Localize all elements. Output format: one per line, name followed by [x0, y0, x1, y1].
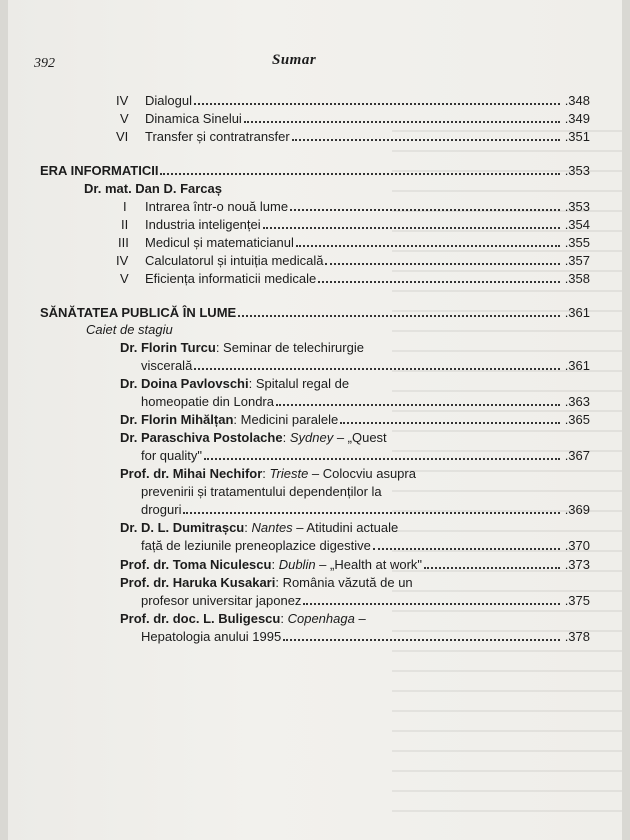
- toc-title: Transfer și contratransfer: [145, 129, 290, 144]
- toc-entry-cont[interactable]: [8, 483, 622, 501]
- toc-page: .349: [564, 111, 590, 126]
- running-title: Sumar: [272, 52, 317, 68]
- entry-title: : Medicini paralele: [233, 412, 339, 427]
- toc-entry[interactable]: Dr. Paraschiva Postolache: Sydney – „Quest: [120, 430, 387, 445]
- entry-author: Prof. dr. Toma Niculescu: [120, 557, 272, 572]
- entry-title-cont: homeopatie din Londra: [141, 394, 274, 409]
- toc-entry-cont[interactable]: [8, 628, 622, 646]
- entry-author: Dr. Doina Pavlovschi: [120, 376, 249, 391]
- toc-entry-cont[interactable]: [8, 592, 622, 610]
- toc-page: .351: [564, 129, 590, 144]
- entry-page: .361: [564, 358, 590, 373]
- entry-title: – Atitudini actuale: [292, 520, 399, 535]
- entry-author: Dr. D. L. Dumitrașcu: [120, 520, 245, 535]
- toc-title: Eficiența informaticii medicale: [145, 271, 317, 286]
- toc-row[interactable]: [8, 198, 622, 216]
- entry-title: – „Quest: [333, 430, 387, 445]
- section-subtitle-row: [8, 321, 622, 339]
- section-page: .353: [564, 163, 590, 178]
- toc-numeral: III: [118, 235, 129, 250]
- toc-numeral: V: [120, 111, 129, 126]
- entry-author: Dr. Paraschiva Postolache: [120, 430, 283, 445]
- entry-title-cont: prevenirii și tratamentului dependenților la: [141, 484, 382, 499]
- toc-entry[interactable]: Prof. dr. doc. L. Buligescu: Copenhaga –: [120, 611, 366, 626]
- toc-title: Calculatorul și intuiția medicală: [145, 253, 324, 268]
- entry-page: .367: [564, 448, 590, 463]
- toc-page: .355: [564, 235, 590, 250]
- entry-title: –: [354, 611, 366, 626]
- toc-row[interactable]: [8, 252, 622, 270]
- page-header: [8, 50, 622, 72]
- entry-title: – „Health at work": [315, 557, 423, 572]
- book-page: [8, 0, 622, 840]
- entry-place: Sydney: [289, 430, 334, 445]
- toc-numeral: IV: [116, 93, 129, 108]
- section-title: ERA INFORMATICII: [40, 163, 159, 178]
- entry-title-cont: profesor universitar japonez: [141, 593, 302, 608]
- entry-title-cont: Hepatologia anului 1995: [141, 629, 282, 644]
- entry-author: Prof. dr. Haruka Kusakari: [120, 575, 276, 590]
- toc-numeral: V: [120, 271, 129, 286]
- toc-entry[interactable]: Dr. D. L. Dumitrașcu: Nantes – Atitudini actuale: [120, 520, 399, 535]
- section-heading[interactable]: [8, 304, 622, 322]
- toc-row[interactable]: [8, 128, 622, 146]
- section-subtitle: Caiet de stagiu: [86, 322, 173, 337]
- entry-title: – Colocviu asupra: [308, 466, 416, 481]
- toc-entry[interactable]: [8, 574, 622, 592]
- entry-page: .363: [564, 394, 590, 409]
- entry-author: Prof. dr. doc. L. Buligescu: [120, 611, 281, 626]
- entry-place: Copenhaga: [287, 611, 355, 626]
- entry-page: .378: [564, 629, 590, 644]
- entry-title: : Seminar de telechirurgie: [215, 340, 364, 355]
- toc-numeral: VI: [116, 129, 129, 144]
- toc-numeral: IV: [116, 253, 129, 268]
- entry-page: .365: [564, 412, 590, 427]
- entry-title: : Spitalul regal de: [248, 376, 350, 391]
- section-author-row: [8, 180, 622, 198]
- entry-place: Trieste: [269, 466, 309, 481]
- toc-entry-cont[interactable]: [8, 447, 622, 465]
- toc-row[interactable]: [8, 216, 622, 234]
- toc-page: .358: [564, 271, 590, 286]
- entry-title-cont: viscerală: [141, 358, 193, 373]
- entry-title-cont: droguri: [141, 502, 182, 517]
- toc-entry-cont[interactable]: [8, 501, 622, 519]
- toc-entry[interactable]: [8, 411, 622, 429]
- toc-row[interactable]: [8, 110, 622, 128]
- section-author: Dr. mat. Dan D. Farcaș: [84, 181, 222, 196]
- toc-numeral: I: [123, 199, 127, 214]
- toc-page: .357: [564, 253, 590, 268]
- toc-entry-cont[interactable]: [8, 537, 622, 555]
- toc-row[interactable]: [8, 92, 622, 110]
- toc-entry[interactable]: [8, 375, 622, 393]
- section-title: SĂNĂTATEA PUBLICĂ ÎN LUME: [40, 305, 237, 320]
- toc-numeral: II: [121, 217, 129, 232]
- toc-title: Industria inteligenței: [145, 217, 261, 232]
- toc-page: .353: [564, 199, 590, 214]
- toc-entry[interactable]: Prof. dr. Mihai Nechifor: Trieste – Colocviu asupra: [120, 466, 416, 481]
- entry-author: Dr. Florin Mihălțan: [120, 412, 234, 427]
- entry-place: Dublin: [278, 557, 316, 572]
- toc-title: Dinamica Sinelui: [145, 111, 242, 126]
- toc-entry[interactable]: Prof. dr. Toma Niculescu: Dublin – „Health at work" .373: [120, 557, 590, 572]
- entry-title-cont: față de leziunile preneoplazice digestive: [141, 538, 371, 553]
- toc-row[interactable]: [8, 270, 622, 288]
- toc-page: .348: [564, 93, 590, 108]
- page-number: 392: [34, 56, 55, 71]
- toc-row[interactable]: [8, 234, 622, 252]
- section-page: .361: [564, 305, 590, 320]
- toc-entry[interactable]: [8, 339, 622, 357]
- toc-entry-cont[interactable]: [8, 357, 622, 375]
- entry-title: : România văzută de un: [275, 575, 413, 590]
- entry-place: Nantes: [251, 520, 293, 535]
- entry-author: Dr. Florin Turcu: [120, 340, 216, 355]
- toc-title: Medicul și matematicianul: [145, 235, 294, 250]
- entry-page: .370: [564, 538, 590, 553]
- entry-title-cont: for quality": [141, 448, 202, 463]
- toc-title: Intrarea într-o nouă lume: [145, 199, 289, 214]
- toc-title: Dialogul: [145, 93, 192, 108]
- entry-page: .375: [564, 593, 590, 608]
- toc-page: .354: [564, 217, 590, 232]
- entry-page: .369: [564, 502, 590, 517]
- entry-page: .373: [564, 557, 590, 572]
- section-heading[interactable]: [8, 162, 622, 180]
- entry-author: Prof. dr. Mihai Nechifor: [120, 466, 263, 481]
- toc-entry-cont[interactable]: [8, 393, 622, 411]
